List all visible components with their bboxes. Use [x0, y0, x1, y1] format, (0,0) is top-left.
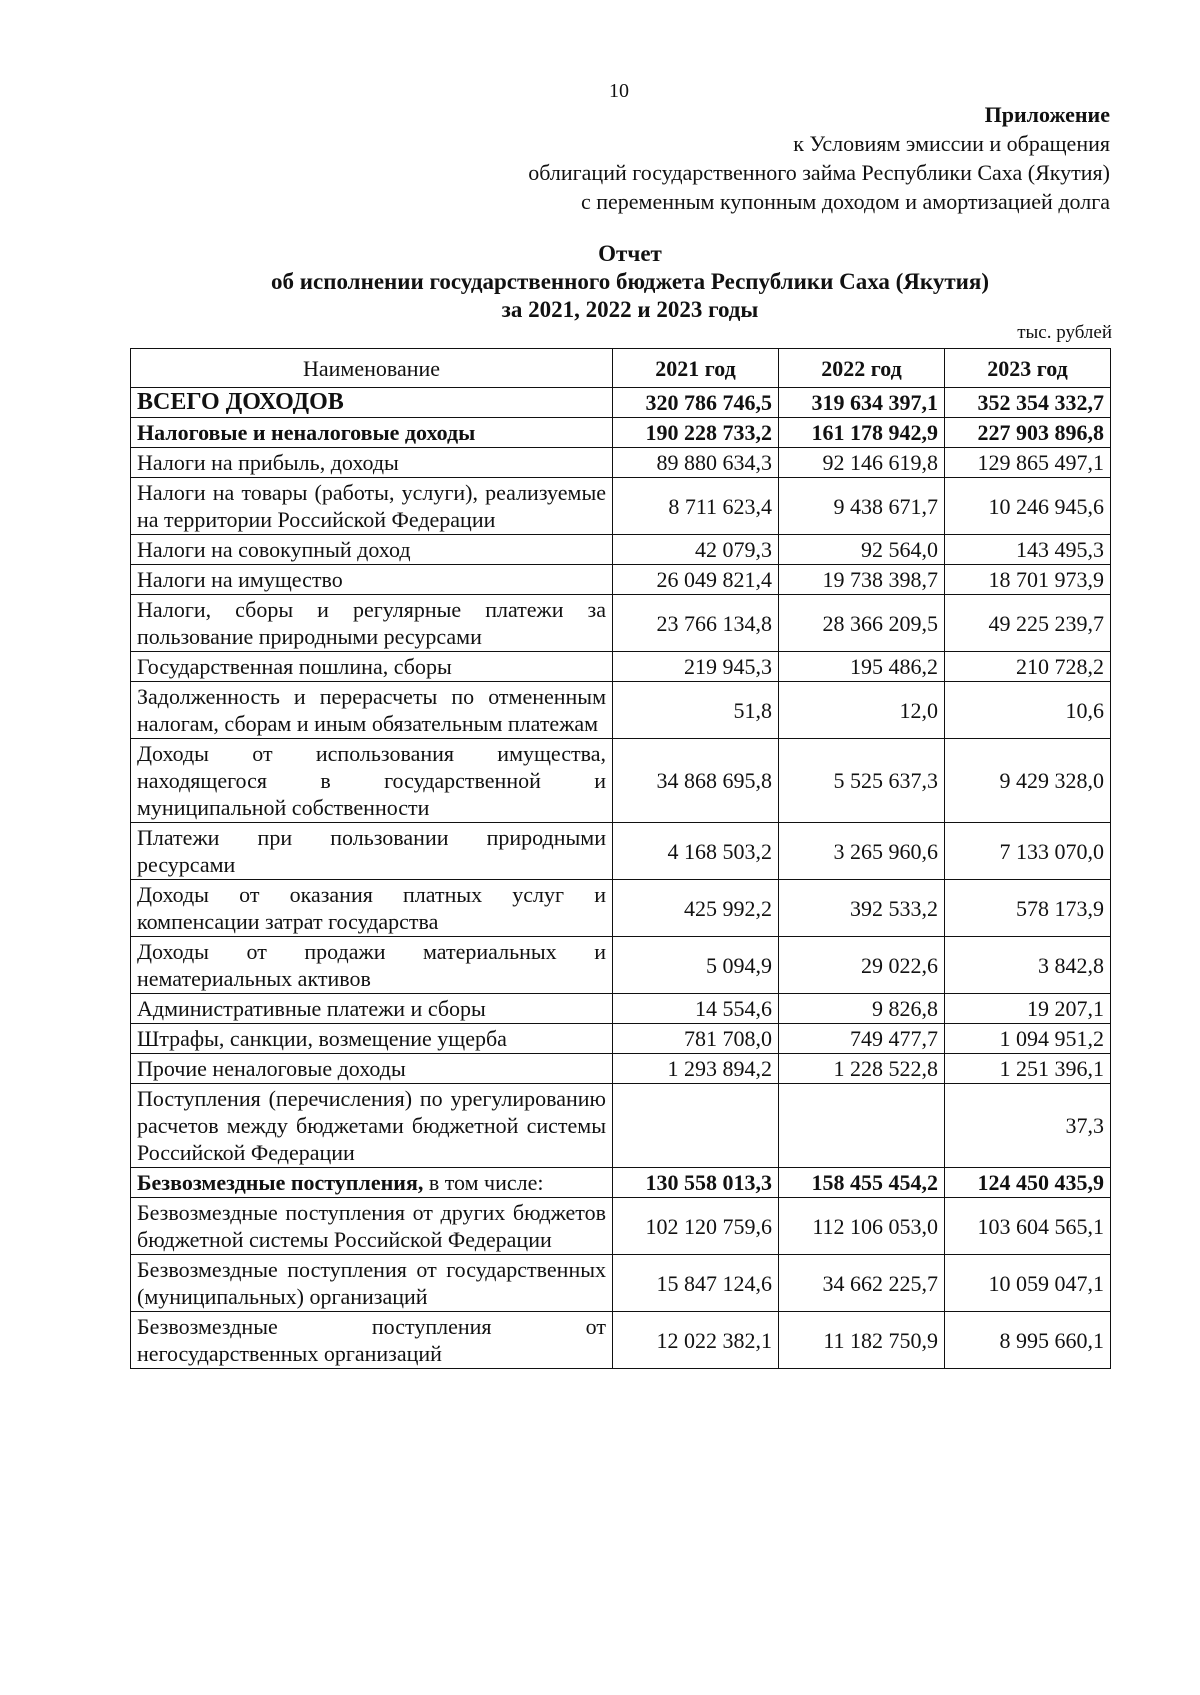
row-name-text: Государственная пошлина, сборы — [137, 654, 452, 679]
title-line: за 2021, 2022 и 2023 годы — [501, 297, 759, 322]
value-2021: 34 868 695,8 — [613, 739, 779, 823]
value-2023: 1 094 951,2 — [945, 1024, 1111, 1054]
value-2022: 92 564,0 — [779, 535, 945, 565]
column-header-name: Наименование — [131, 349, 613, 388]
row-name — [131, 535, 613, 565]
value-2022: 92 146 619,8 — [779, 448, 945, 478]
table-body — [131, 388, 1111, 1369]
row-name-text: Поступления (перечисления) по урегулированию расчетов между бюджетами бюджетной системы Российской Федерации — [137, 1086, 606, 1165]
row-name-text: Безвозмездные поступления от государственных (муниципальных) организаций — [137, 1257, 606, 1309]
table-row — [131, 1198, 1111, 1255]
value-2023: 10 059 047,1 — [945, 1255, 1111, 1312]
table-row — [131, 535, 1111, 565]
row-name-text: Безвозмездные поступления от негосударственных организаций — [137, 1314, 606, 1366]
value-2021: 14 554,6 — [613, 994, 779, 1024]
value-2022: 195 486,2 — [779, 652, 945, 682]
value-2023: 578 173,9 — [945, 880, 1111, 937]
value-2022: 3 265 960,6 — [779, 823, 945, 880]
value-2021: 130 558 013,3 — [613, 1168, 779, 1198]
value-2022: 112 106 053,0 — [779, 1198, 945, 1255]
budget-table — [130, 348, 1111, 1369]
value-2023: 129 865 497,1 — [945, 448, 1111, 478]
row-name-text: Безвозмездные поступления, — [137, 1170, 424, 1195]
table-row — [131, 682, 1111, 739]
table-row — [131, 994, 1111, 1024]
units-label: тыс. рублей — [1017, 322, 1112, 343]
table-row — [131, 880, 1111, 937]
value-2023: 3 842,8 — [945, 937, 1111, 994]
row-name — [131, 388, 613, 418]
row-name — [131, 565, 613, 595]
appendix-heading: Приложение — [984, 102, 1110, 127]
value-2021 — [613, 1084, 779, 1168]
row-name — [131, 448, 613, 478]
value-2023: 10,6 — [945, 682, 1111, 739]
column-header-2022: 2022 год — [779, 349, 945, 388]
row-name-suffix: в том числе: — [423, 1170, 544, 1195]
value-2021: 5 094,9 — [613, 937, 779, 994]
row-name-text: ВСЕГО ДОХОДОВ — [137, 389, 344, 415]
appendix-block — [528, 100, 1110, 216]
row-name — [131, 478, 613, 535]
value-2021: 26 049 821,4 — [613, 565, 779, 595]
value-2023: 227 903 896,8 — [945, 418, 1111, 448]
value-2021: 1 293 894,2 — [613, 1054, 779, 1084]
value-2021: 4 168 503,2 — [613, 823, 779, 880]
appendix-line: к Условиям эмиссии и обращения — [793, 131, 1110, 156]
value-2021: 102 120 759,6 — [613, 1198, 779, 1255]
value-2023: 124 450 435,9 — [945, 1168, 1111, 1198]
row-name-text: Налоги на имущество — [137, 567, 343, 592]
row-name — [131, 1312, 613, 1369]
row-name-text: Безвозмездные поступления от других бюджетов бюджетной системы Российской Федерации — [137, 1200, 606, 1252]
row-name-text: Штрафы, санкции, возмещение ущерба — [137, 1026, 507, 1051]
appendix-line: с переменным купонным доходом и амортизацией долга — [580, 189, 1110, 214]
value-2022: 158 455 454,2 — [779, 1168, 945, 1198]
value-2022: 1 228 522,8 — [779, 1054, 945, 1084]
value-2023: 7 133 070,0 — [945, 823, 1111, 880]
value-2022: 319 634 397,1 — [779, 388, 945, 418]
column-header-2021: 2021 год — [613, 349, 779, 388]
row-name — [131, 880, 613, 937]
row-name — [131, 1054, 613, 1084]
table-row — [131, 1084, 1111, 1168]
value-2021: 12 022 382,1 — [613, 1312, 779, 1369]
value-2023: 9 429 328,0 — [945, 739, 1111, 823]
page-number: 10 — [609, 80, 629, 102]
row-name-text: Доходы от продажи материальных и нематериальных активов — [137, 939, 606, 991]
table-row — [131, 1312, 1111, 1369]
row-name-text: Административные платежи и сборы — [137, 996, 486, 1021]
row-name — [131, 595, 613, 652]
table-row — [131, 652, 1111, 682]
value-2022: 34 662 225,7 — [779, 1255, 945, 1312]
row-name — [131, 1255, 613, 1312]
table-row — [131, 1054, 1111, 1084]
row-name-text: Налоги на совокупный доход — [137, 537, 411, 562]
value-2021: 15 847 124,6 — [613, 1255, 779, 1312]
value-2021: 8 711 623,4 — [613, 478, 779, 535]
value-2023: 8 995 660,1 — [945, 1312, 1111, 1369]
row-name-text: Налоговые и неналоговые доходы — [137, 420, 476, 445]
value-2021: 190 228 733,2 — [613, 418, 779, 448]
value-2022: 9 826,8 — [779, 994, 945, 1024]
value-2023: 19 207,1 — [945, 994, 1111, 1024]
table-row — [131, 1255, 1111, 1312]
title-line: об исполнении государственного бюджета Республики Саха (Якутия) — [271, 269, 989, 294]
row-name-text: Доходы от использования имущества, находящегося в государственной и муниципальной собственности — [137, 741, 606, 820]
row-name-text: Доходы от оказания платных услуг и компенсации затрат государства — [137, 882, 606, 934]
row-name — [131, 994, 613, 1024]
report-title — [0, 240, 1200, 324]
value-2023: 352 354 332,7 — [945, 388, 1111, 418]
value-2022 — [779, 1084, 945, 1168]
row-name — [131, 1198, 613, 1255]
row-name-text: Задолженность и перерасчеты по отмененным налогам, сборам и иным обязательным платежам — [137, 684, 606, 736]
value-2022: 749 477,7 — [779, 1024, 945, 1054]
value-2021: 781 708,0 — [613, 1024, 779, 1054]
value-2022: 19 738 398,7 — [779, 565, 945, 595]
row-name — [131, 418, 613, 448]
value-2023: 143 495,3 — [945, 535, 1111, 565]
row-name-text: Налоги на товары (работы, услуги), реализуемые на территории Российской Федерации — [137, 480, 606, 532]
table-row — [131, 448, 1111, 478]
value-2021: 42 079,3 — [613, 535, 779, 565]
value-2023: 10 246 945,6 — [945, 478, 1111, 535]
value-2022: 9 438 671,7 — [779, 478, 945, 535]
value-2021: 320 786 746,5 — [613, 388, 779, 418]
table-row — [131, 937, 1111, 994]
row-name — [131, 1024, 613, 1054]
value-2022: 5 525 637,3 — [779, 739, 945, 823]
table-row — [131, 823, 1111, 880]
row-name — [131, 937, 613, 994]
table-row — [131, 418, 1111, 448]
value-2021: 51,8 — [613, 682, 779, 739]
table-header-row — [131, 349, 1111, 388]
row-name — [131, 739, 613, 823]
row-name-text: Платежи при пользовании природными ресурсами — [137, 825, 606, 877]
row-name — [131, 1168, 613, 1198]
value-2023: 210 728,2 — [945, 652, 1111, 682]
row-name — [131, 652, 613, 682]
row-name — [131, 1084, 613, 1168]
row-name-text: Прочие неналоговые доходы — [137, 1056, 406, 1081]
value-2022: 11 182 750,9 — [779, 1312, 945, 1369]
row-name — [131, 682, 613, 739]
table-row — [131, 739, 1111, 823]
table-row — [131, 478, 1111, 535]
value-2023: 37,3 — [945, 1084, 1111, 1168]
row-name-text: Налоги на прибыль, доходы — [137, 450, 399, 475]
table-row — [131, 595, 1111, 652]
value-2023: 49 225 239,7 — [945, 595, 1111, 652]
table-row — [131, 1024, 1111, 1054]
title-line: Отчет — [598, 241, 662, 266]
value-2022: 29 022,6 — [779, 937, 945, 994]
appendix-line: облигаций государственного займа Республики Саха (Якутия) — [528, 160, 1110, 185]
value-2021: 219 945,3 — [613, 652, 779, 682]
row-name — [131, 823, 613, 880]
value-2022: 12,0 — [779, 682, 945, 739]
value-2021: 425 992,2 — [613, 880, 779, 937]
table-row — [131, 388, 1111, 418]
value-2021: 23 766 134,8 — [613, 595, 779, 652]
value-2023: 18 701 973,9 — [945, 565, 1111, 595]
value-2022: 392 533,2 — [779, 880, 945, 937]
value-2022: 28 366 209,5 — [779, 595, 945, 652]
value-2023: 1 251 396,1 — [945, 1054, 1111, 1084]
row-name-text: Налоги, сборы и регулярные платежи за пользование природными ресурсами — [137, 597, 606, 649]
table-row — [131, 565, 1111, 595]
table-row — [131, 1168, 1111, 1198]
column-header-2023: 2023 год — [945, 349, 1111, 388]
value-2021: 89 880 634,3 — [613, 448, 779, 478]
value-2022: 161 178 942,9 — [779, 418, 945, 448]
value-2023: 103 604 565,1 — [945, 1198, 1111, 1255]
